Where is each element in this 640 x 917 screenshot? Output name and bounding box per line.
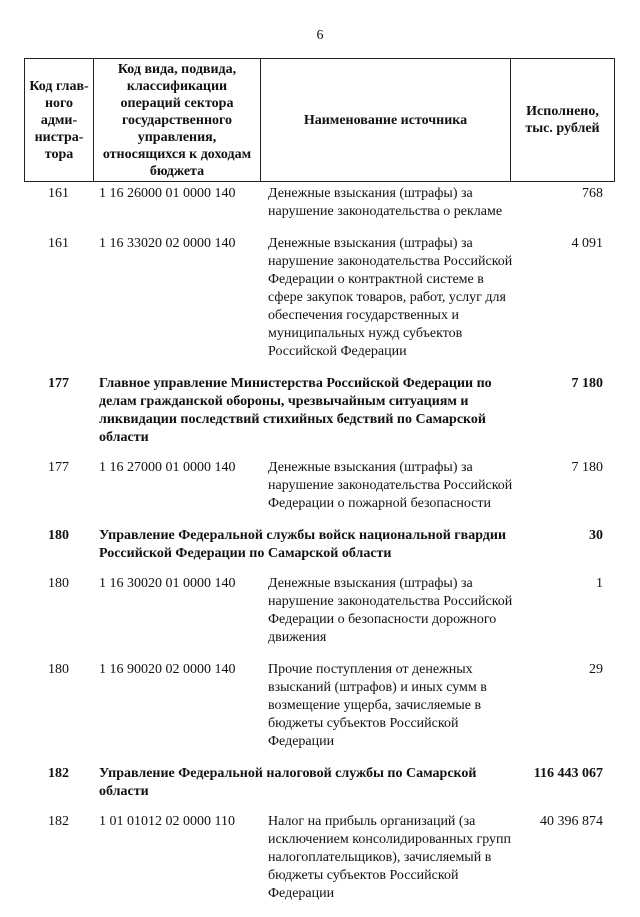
administrator-name: Главное управление Министерства Российской Федерации по делам гражданской обороны, чрезвычайным ситуациям и ликвидации последствий стихийных бедствий по Самарской области — [99, 376, 492, 445]
administrator-name: Управление Федеральной налоговой службы по Самарской области — [99, 766, 477, 799]
header-admin-code — [25, 59, 94, 181]
page-number: 6 — [316, 28, 324, 43]
admin-code: 180 — [48, 528, 69, 543]
classification-code: 1 16 90020 02 0000 140 — [99, 662, 236, 677]
admin-code: 182 — [48, 814, 69, 829]
table-row — [24, 459, 615, 513]
admin-code: 180 — [48, 576, 69, 591]
header-executed-label: Исполнено, тыс. рублей — [525, 104, 600, 136]
header-classification-code-label: Код вида, подвида, классификации операций сектора государственного управления, относящихся к доходам бюджета — [102, 61, 252, 179]
admin-code: 161 — [48, 236, 69, 251]
header-admin-code-label: Код глав-ного адми-нистра-тора — [29, 78, 89, 162]
classification-code: 1 01 01012 02 0000 110 — [99, 814, 235, 829]
amount: 7 180 — [571, 460, 603, 475]
admin-code: 177 — [48, 376, 69, 391]
section-row — [24, 527, 615, 563]
amount: 4 091 — [571, 236, 603, 251]
table-row — [24, 813, 615, 903]
header-classification-code — [94, 59, 261, 181]
header-executed — [511, 59, 614, 181]
administrator-name: Управление Федеральной службы войск национальной гвардии Российской Федерации по Самарской области — [99, 528, 507, 561]
source-name: Денежные взыскания (штрафы) за нарушение законодательства о рекламе — [268, 186, 503, 219]
section-row — [24, 375, 615, 447]
admin-code: 180 — [48, 662, 69, 677]
amount: 116 443 067 — [533, 766, 603, 781]
admin-code: 177 — [48, 460, 69, 475]
amount: 40 396 874 — [540, 814, 603, 829]
admin-code: 161 — [48, 186, 69, 201]
source-name: Денежные взыскания (штрафы) за нарушение законодательства Российской Федерации о безопасности дорожного движения — [268, 576, 513, 645]
section-row — [24, 765, 615, 801]
classification-code: 1 16 26000 01 0000 140 — [99, 186, 236, 201]
admin-code: 182 — [48, 766, 69, 781]
table-header — [24, 58, 615, 182]
header-source-name-label: Наименование источника — [303, 112, 468, 128]
table-row — [24, 185, 615, 221]
amount: 30 — [589, 528, 603, 543]
classification-code: 1 16 27000 01 0000 140 — [99, 460, 236, 475]
table-row — [24, 575, 615, 647]
amount: 7 180 — [571, 376, 603, 391]
classification-code: 1 16 33020 02 0000 140 — [99, 236, 236, 251]
amount: 1 — [596, 576, 603, 591]
amount: 29 — [589, 662, 603, 677]
source-name: Денежные взыскания (штрафы) за нарушение законодательства Российской Федерации о пожарной безопасности — [268, 460, 513, 511]
classification-code: 1 16 30020 01 0000 140 — [99, 576, 236, 591]
amount: 768 — [582, 186, 603, 201]
source-name: Прочие поступления от денежных взысканий (штрафов) и иных сумм в возмещение ущерба, зачисляемые в бюджеты субъектов Российской Федерации — [268, 662, 487, 749]
table-body — [24, 185, 615, 917]
header-source-name — [261, 59, 511, 181]
source-name: Денежные взыскания (штрафы) за нарушение законодательства Российской Федерации о контрактной системе в сфере закупок товаров, работ, услуг для обеспечения государственных и муниципальных нужд субъектов Российской Федерации — [268, 236, 513, 359]
table-row — [24, 235, 615, 361]
source-name: Налог на прибыль организаций (за исключением консолидированных групп налогоплательщиков), зачисляемый в бюджеты субъектов Российской Федерации — [268, 814, 512, 901]
table-row — [24, 661, 615, 751]
